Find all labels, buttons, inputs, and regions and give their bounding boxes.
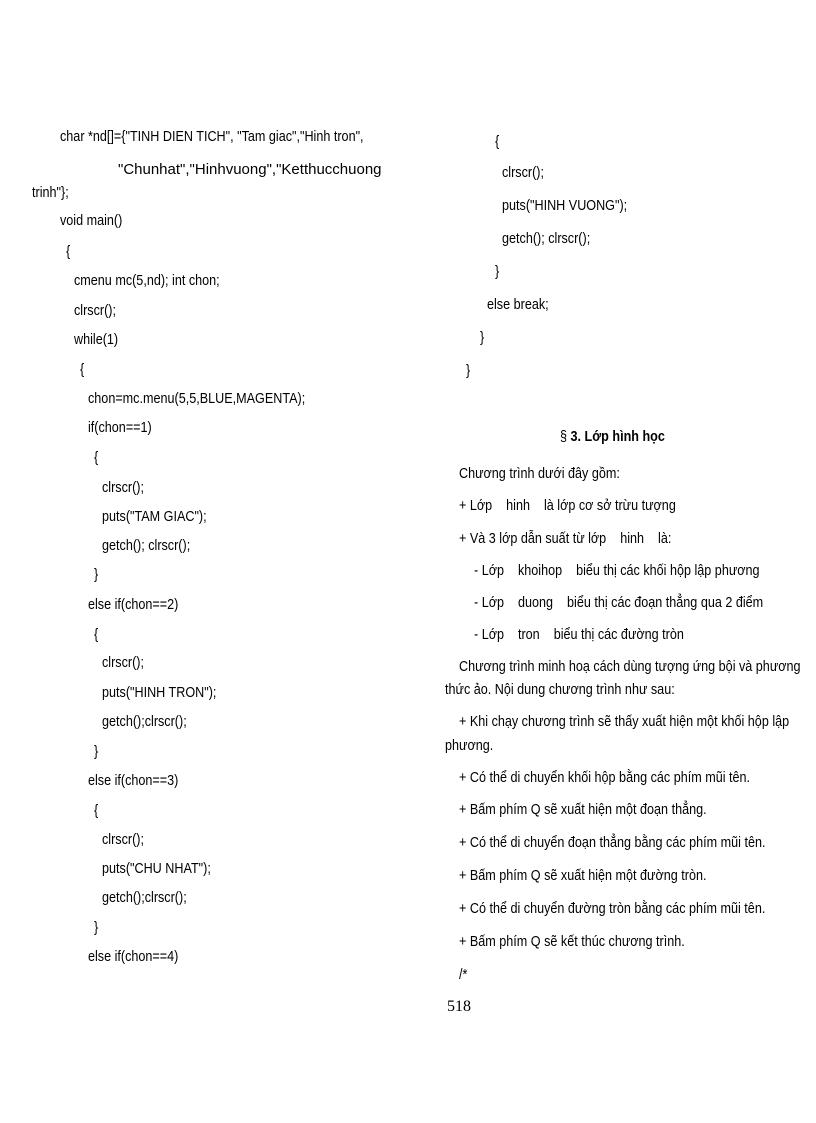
code-line: chon=mc.menu(5,5,BLUE,MAGENTA); bbox=[88, 390, 306, 407]
body-text: + Bấm phím Q sẽ xuất hiện một đoạn thẳng. bbox=[459, 801, 707, 818]
code-line: } bbox=[495, 263, 500, 280]
code-line: puts("HINH TRON"); bbox=[102, 684, 217, 701]
body-text: - Lớp tron biểu thị các đường tròn bbox=[474, 626, 684, 643]
code-line: getch(); clrscr(); bbox=[502, 230, 591, 247]
code-line: { bbox=[495, 133, 500, 150]
code-word: chuong bbox=[332, 161, 382, 178]
code-word: "Hinh bbox=[189, 161, 226, 178]
code-line: { bbox=[94, 449, 99, 466]
code-line: getch();clrscr(); bbox=[102, 713, 187, 730]
body-text: /* bbox=[459, 966, 468, 983]
code-word: nhat", bbox=[150, 161, 190, 178]
body-text: + Bấm phím Q sẽ kết thúc chương trình. bbox=[459, 933, 685, 950]
body-text: - Lớp duong biểu thị các đoạn thẳng qua 2 điểm bbox=[474, 594, 764, 611]
code-line: { bbox=[94, 626, 99, 643]
code-line: void main() bbox=[60, 212, 123, 229]
section-heading bbox=[560, 428, 665, 445]
body-text: + Khi chạy chương trình sẽ thấy xuất hiện một khối hộp lập bbox=[459, 713, 790, 730]
body-text: + Bấm phím Q sẽ xuất hiện một đường tròn. bbox=[459, 867, 707, 884]
code-word: thuc bbox=[303, 161, 333, 178]
body-text: - Lớp khoihop biểu thị các khối hộp lập phương bbox=[474, 562, 760, 579]
code-line: { bbox=[66, 243, 71, 260]
body-text: thức ảo. Nội dung chương trình như sau: bbox=[445, 681, 675, 698]
code-line: clrscr(); bbox=[502, 164, 544, 181]
code-line: cmenu mc(5,nd); int chon; bbox=[74, 272, 220, 289]
page-number: 518 bbox=[447, 998, 471, 1015]
code-line: while(1) bbox=[74, 331, 119, 348]
code-word: "Chu bbox=[118, 161, 151, 178]
code-line: } bbox=[94, 919, 99, 936]
code-word: vuong", bbox=[225, 161, 277, 178]
code-word: "Ket bbox=[276, 161, 304, 178]
body-text: Chương trình minh hoạ cách dùng tượng ứng bội và phương bbox=[459, 658, 801, 675]
code-line: } bbox=[480, 329, 485, 346]
section-title: 3. Lớp hình học bbox=[570, 428, 665, 445]
code-line: else if(chon==2) bbox=[88, 596, 179, 613]
code-line: clrscr(); bbox=[102, 831, 144, 848]
code-line: clrscr(); bbox=[74, 302, 116, 319]
code-line: } bbox=[466, 362, 471, 379]
code-line: else break; bbox=[487, 296, 549, 313]
body-text: + Có thể di chuyển đường tròn bằng các phím mũi tên. bbox=[459, 900, 766, 917]
code-line: getch(); clrscr(); bbox=[102, 537, 191, 554]
body-text: + Và 3 lớp dẫn suất từ lớp hinh là: bbox=[459, 530, 672, 547]
code-line: puts("HINH VUONG"); bbox=[502, 197, 628, 214]
code-line: puts("TAM GIAC"); bbox=[102, 508, 207, 525]
code-line: } bbox=[94, 743, 99, 760]
code-line: } bbox=[94, 566, 99, 583]
code-line: if(chon==1) bbox=[88, 419, 152, 436]
code-line: puts("CHU NHAT"); bbox=[102, 860, 211, 877]
body-text: + Có thể di chuyển khối hộp bằng các phím mũi tên. bbox=[459, 769, 751, 786]
body-text: + Lớp hinh là lớp cơ sở trừu tượng bbox=[459, 497, 676, 514]
code-line: else if(chon==3) bbox=[88, 772, 179, 789]
code-line: char *nd[]={"TINH DIEN TICH", "Tam giac","Hinh tron", bbox=[60, 128, 364, 145]
code-line: { bbox=[80, 361, 85, 378]
code-line: clrscr(); bbox=[102, 654, 144, 671]
code-line-justified bbox=[118, 161, 382, 178]
body-text: Chương trình dưới đây gồm: bbox=[459, 465, 620, 482]
code-line: trinh"}; bbox=[32, 184, 69, 201]
code-line: else if(chon==4) bbox=[88, 948, 179, 965]
body-text: + Có thể di chuyển đoạn thẳng bằng các phím mũi tên. bbox=[459, 834, 766, 851]
section-symbol: § bbox=[560, 428, 568, 445]
body-text: phương. bbox=[445, 737, 494, 754]
code-line: { bbox=[94, 802, 99, 819]
code-line: clrscr(); bbox=[102, 479, 144, 496]
code-line: getch();clrscr(); bbox=[102, 889, 187, 906]
